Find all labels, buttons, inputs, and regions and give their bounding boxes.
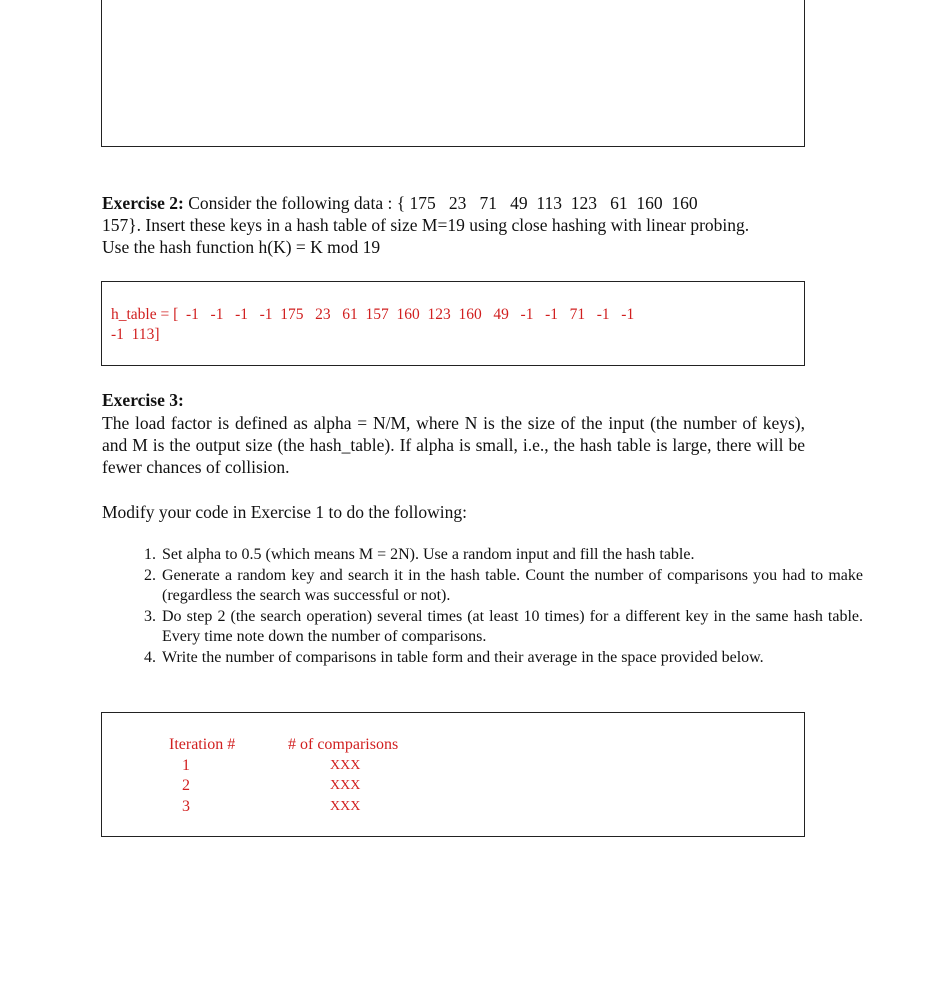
step-item: 2. Generate a random key and search it in the hash table. Count the number of comparisons you had to make (regardless the search was successful or not). bbox=[160, 566, 863, 607]
hash-table-answer: h_table = [ -1 -1 -1 -1 175 23 61 157 160 123 160 49 -1 -1 71 -1 -1 -1 113] bbox=[111, 306, 635, 343]
step-item: 3. Do step 2 (the search operation) several times (at least 10 times) for a different key in the same hash table. Every time note down the number of comparisons. bbox=[160, 607, 863, 648]
table-cell-comparisons: XXX bbox=[330, 798, 361, 814]
answer-box-exercise-2 bbox=[101, 281, 805, 366]
comparisons-column bbox=[288, 735, 398, 817]
table-cell-iteration: 3 bbox=[182, 797, 190, 815]
exercise-2-text bbox=[102, 192, 805, 258]
iteration-header: Iteration # bbox=[169, 736, 236, 753]
table-cell-iteration: 1 bbox=[182, 756, 190, 774]
exercise-3-heading bbox=[102, 389, 805, 411]
step-item: 4. Write the number of comparisons in table form and their average in the space provided below. bbox=[160, 648, 863, 669]
exercise-3-label: Exercise 3: bbox=[102, 390, 184, 410]
exercise-2-line2: 157}. Insert these keys in a hash table of size M=19 using close hashing with linear probing. bbox=[102, 215, 750, 235]
answer-box-exercise-1 bbox=[101, 0, 805, 147]
iteration-column bbox=[169, 735, 235, 817]
exercise-2-label: Exercise 2: bbox=[102, 193, 184, 213]
answer-box-exercise-3 bbox=[101, 712, 805, 837]
exercise-3-modify: Modify your code in Exercise 1 to do the following: bbox=[102, 502, 467, 522]
comparisons-header: # of comparisons bbox=[288, 736, 399, 753]
exercise-3-steps bbox=[102, 545, 863, 668]
table-cell-comparisons: XXX bbox=[330, 757, 361, 773]
exercise-2-line3: Use the hash function h(K) = K mod 19 bbox=[102, 237, 381, 257]
step-item: 1. Set alpha to 0.5 (which means M = 2N). Use a random input and fill the hash table. bbox=[160, 545, 863, 566]
exercise-2-line1: Consider the following data : { 175 23 71 49 113 123 61 160 160 bbox=[183, 193, 698, 213]
table-cell-comparisons: XXX bbox=[330, 778, 361, 793]
exercise-3-intro: The load factor is defined as alpha = N/M, where N is the size of the input (the number of keys), and M is the output size (the hash_table). If alpha is small, i.e., the hash table is large, there will be fewer chances of collision. bbox=[102, 413, 805, 477]
table-cell-iteration: 2 bbox=[182, 777, 190, 794]
